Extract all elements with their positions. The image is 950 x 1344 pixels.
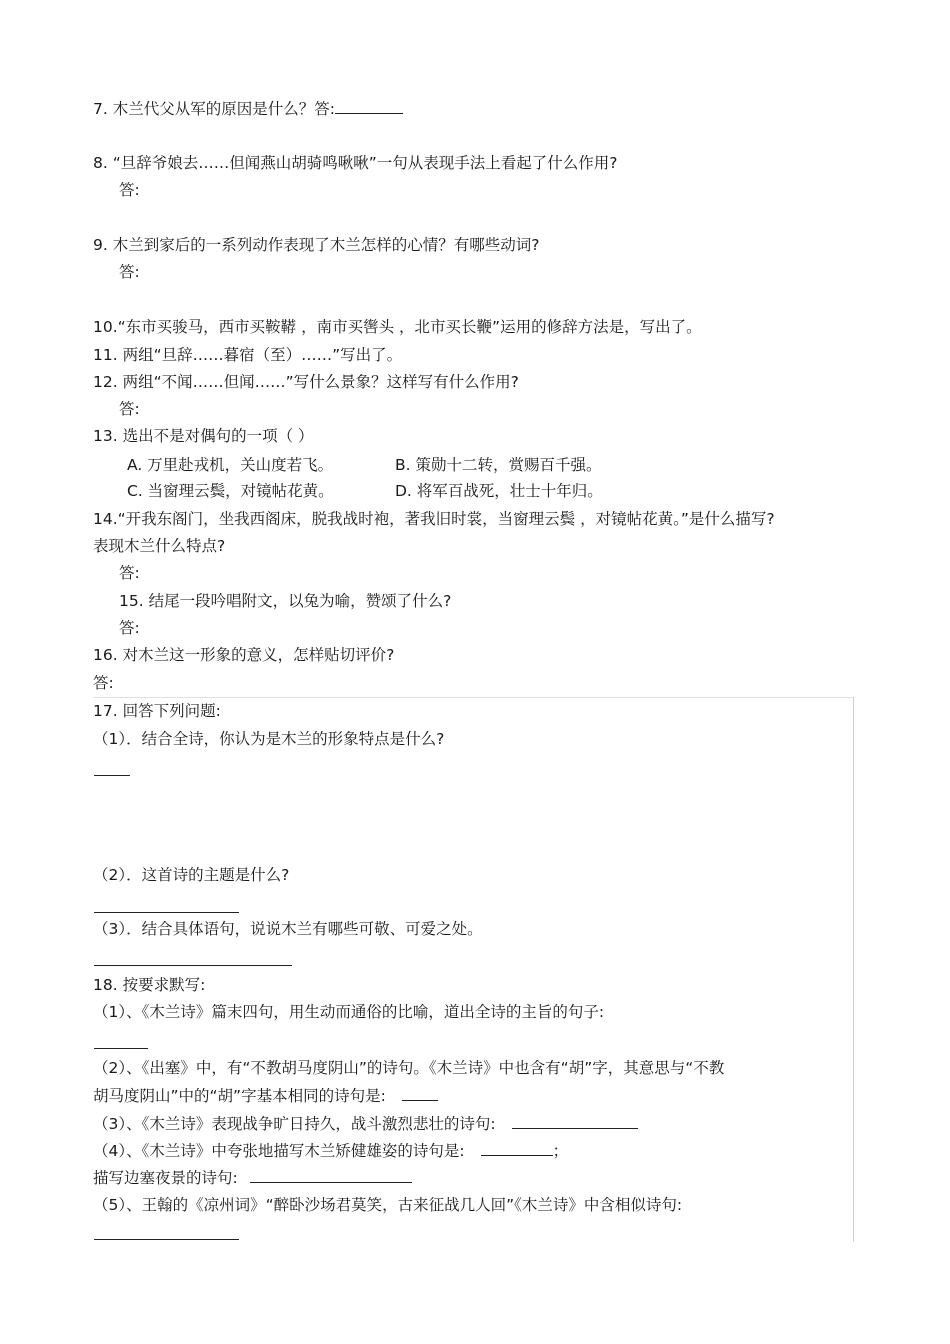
answer-label-8: 答: [119, 181, 140, 199]
answer-blank-18-3[interactable] [512, 1113, 638, 1129]
answer-blank-18-1[interactable] [94, 1048, 148, 1049]
question-7: 7. 木兰代父从军的原因是什么？答: [93, 98, 403, 119]
answer-label-14: 答: [119, 564, 140, 582]
question-17-2: （2）．这首诗的主题是什么? [93, 866, 290, 884]
question-18-1: （1）、《木兰诗》篇末四句，用生动而通俗的比喻，道出全诗的主旨的句子: [93, 1003, 605, 1021]
question-18-4-cont: 描写边塞夜景的诗句: [93, 1167, 412, 1188]
question-18-3: （3）、《木兰诗》表现战争旷日持久，战斗激烈悲壮的诗句: [93, 1113, 638, 1134]
option-c[interactable]: C. 当窗理云鬓，对镜帖花黄。 [127, 482, 334, 500]
table-right-border [853, 697, 854, 1242]
question-17-3: （3）．结合具体语句，说说木兰有哪些可敬、可爱之处。 [93, 920, 483, 938]
question-18-5: （5）、王翰的《凉州词》“醉卧沙场君莫笑，古来征战几人回”《木兰诗》中含相似诗句: [93, 1196, 683, 1214]
question-13: 13. 选出不是对偶句的一项（ ） [93, 427, 314, 445]
question-16: 16. 对木兰这一形象的意义，怎样贴切评价? [93, 646, 395, 664]
question-17-1: （1）．结合全诗，你认为是木兰的形象特点是什么? [93, 730, 445, 748]
answer-label-16: 答: [93, 674, 114, 692]
answer-blank-18-5[interactable] [94, 1239, 239, 1240]
answer-label-9: 答: [119, 263, 140, 281]
table-top-border [93, 697, 853, 698]
question-12: 12. 两组“不闻……但闻……”写什么景象？这样写有什么作用? [93, 373, 519, 391]
option-d[interactable]: D. 将军百战死，壮士十年归。 [395, 482, 603, 500]
option-a[interactable]: A. 万里赴戎机，关山度若飞。 [127, 456, 334, 474]
answer-blank-17-3[interactable] [94, 965, 292, 966]
answer-blank-18-2[interactable] [402, 1085, 438, 1101]
answer-label-15: 答: [119, 619, 140, 637]
question-14: 14.“开我东阁门，坐我西阁床，脱我战时袍，著我旧时裳，当窗理云鬓 ，对镜帖花黄。”是什么描写? [93, 510, 775, 528]
answer-label-12: 答: [119, 400, 140, 418]
question-8: 8. “旦辞爷娘去……但闻燕山胡骑鸣啾啾”一句从表现手法上看起了什么作用? [93, 154, 618, 172]
answer-blank-18-4b[interactable] [250, 1167, 412, 1183]
answer-blank[interactable] [335, 98, 403, 114]
question-18-4: （4）、《木兰诗》中夸张地描写木兰矫健雄姿的诗句是: ； [93, 1142, 569, 1160]
question-18: 18. 按要求默写: [93, 976, 206, 994]
option-b[interactable]: B. 策勋十二转，赏赐百千强。 [395, 456, 602, 474]
answer-blank-17-2[interactable] [94, 912, 239, 913]
question-18-2-cont: 胡马度阴山”中的“胡”字基本相同的诗句是: [93, 1085, 438, 1106]
question-17: 17. 回答下列问题: [93, 702, 221, 720]
question-11: 11. 两组“旦辞……暮宿（至）……”写出了。 [93, 346, 403, 364]
question-9: 9. 木兰到家后的一系列动作表现了木兰怎样的心情？有哪些动词? [93, 236, 540, 254]
question-10: 10.“东市买骏马，西市买鞍鞯 ，南市买辔头 ，北市买长鞭”运用的修辞方法是，写出了。 [93, 318, 702, 336]
answer-blank-17-1[interactable] [94, 775, 130, 776]
answer-blank-18-4a[interactable] [481, 1140, 553, 1156]
question-18-2: （2）、《出塞》中，有“不教胡马度阴山”的诗句。《木兰诗》中也含有“胡”字，其意思与“不教 [93, 1059, 725, 1077]
question-15: 15. 结尾一段吟唱附文，以兔为喻，赞颂了什么? [119, 592, 452, 610]
question-14-cont: 表现木兰什么特点? [93, 537, 226, 555]
